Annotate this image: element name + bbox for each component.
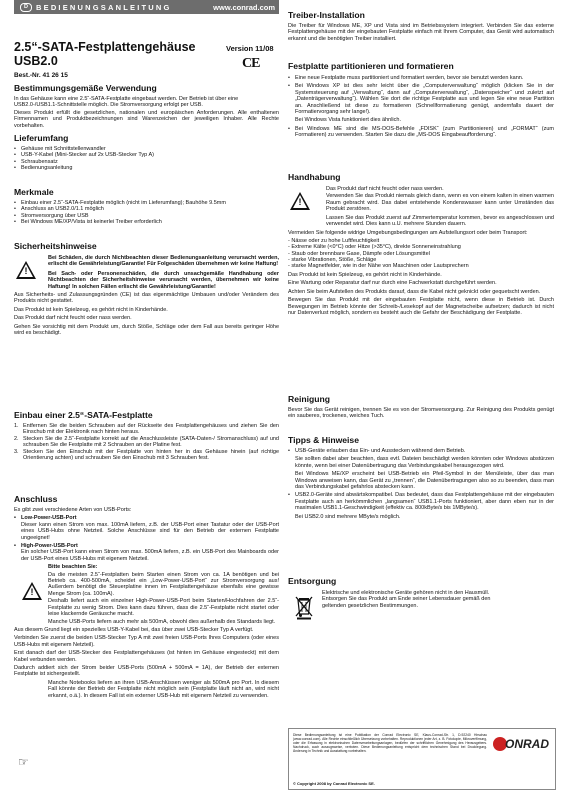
section-features: Merkmale • Einbau einer 2.5“-SATA-Festplatte möglich (nicht im Lieferumfang); Bauhöhe 9.5mm • Anschluss an USB2.0/1.1 möglich • Stromversorgung über USB • Bei Windows ME/XP/Vista ist keinerlei Treiber erforderlich bbox=[14, 187, 279, 226]
conrad-logo: ONRAD bbox=[493, 737, 551, 751]
footer-text: Diese Bedienungsanleitung ist eine Publikation der Conrad Electronic SE, Klaus-Conrad-Str. 1, D-92240 Hirschau (www.conrad.com). Alle Rechte einschließlich Übersetzung vorbehalten. Reproduktionen jeder Art, z. B. Fotokopie, Mikroverfilmung, oder die Erfassung in elektronischen Datenverarbeitungsanlagen, bedürfen der schriftlichen Genehmigung des Herausgebers. Nachdruck, auch auszugsweise, verboten. Diese Bedienungsanleitung entspricht dem technischen Stand bei Drucklegung. Änderung in Technik und Ausstattung vorbehalten. bbox=[293, 733, 487, 754]
section-cleaning: Reinigung Bevor Sie das Gerät reinigen, trennen Sie es von der Stromversorgung. Zur Reinigung des Produkts genügt ein sauberes, trockenes, weiches Tuch. bbox=[288, 394, 554, 420]
heading: Bestimmungsgemäße Verwendung bbox=[14, 83, 157, 93]
hand-pointer-icon: ☞ bbox=[18, 755, 29, 769]
features-list: • Einbau einer 2.5“-SATA-Festplatte möglich (nicht im Lieferumfang); Bauhöhe 9.5mm • Anschluss an USB2.0/1.1 möglich • Stromversorgung über USB • Bei Windows ME/XP/Vista ist keinerlei Treiber erforderlich bbox=[14, 200, 279, 226]
header-bar bbox=[14, 0, 279, 14]
section-connection: Anschluss Es gibt zwei verschiedene Arten von USB-Ports: • Low-Power-USB-Port Dieser kann einen Strom von max. 100mA liefern, z.B. der USB-Port einer Tastatur oder der USB-Port eines USB-Hubs ohne Netzteil. Solche Anschlüsse sind für den Betrieb der externen Festplatte ungeeignet! • High-Power-USB-Port Ein solcher USB-Port kann einen Strom von max. 500mA liefern, z.B. ein USB-Port des Mainboards oder der USB-Port eines USB-Hubs mit eigenem Netzteil. ! Bitte beachten Sie: Da die meisten 2.5“-Festplatten beim Starten einen Strom von ca. 1A benötigen und bei Betrieb ca. 400-500mA, scheidet ein „Low-Power-USB-Port“ zur Stromversorgung aus! Außerdem benötigt die Steuerplatine innen im Festplattengehäuse ebenfalls eine gewisse Menge Strom (ca. 100mA). Deshalb liefert auch ein einzelner High-Power-USB-Port beim Starten/Hochfahren der 2.5“-Festplatte zu wenig Strom. Dies kann dazu führen, dass die 2.5“-Festplatte nicht startet oder leise klackernde Geräusche macht. Manche USB-Ports liefern auch mehr als 500mA, obwohl dies außerhalb des Standards liegt. Aus diesem Grund liegt ein spezielles USB-Y-Kabel bei, das über zwei USB-Stecker Typ A verfügt. Verbinden Sie zuerst die beiden USB-Stecker Typ A mit zwei freien USB-Ports Ihres Computers (oder eines USB-Hubs mit eigenem Netzteil). Erst danach darf der USB-Stecker des Festplattengehäuses (ist hinten im Gehäuse eingesteckt) mit dem Kabel verbunden werden. Dadurch addiert sich der Strom beider USB-Ports (500mA + 500mA = 1A), der Betrieb der externen Festplatte ist sichergestellt. ☞ Manche Notebooks liefern an ihren USB-Anschlüssen weniger als 500mA pro Port. In diesem Fall könnte der Betrieb der Festplatte nicht möglich sein (Festplatte läuft nicht an, wird nicht erkannt, o.ä.). In diesem Fall ist ein externer USB-Hub mit eigenem Netzteil zu verwenden. bbox=[14, 494, 279, 699]
section-delivery: Lieferumfang • Gehäuse mit Schnittstellenwandler • USB-Y-Kabel (Mini-Stecker auf 2x USB-Stecker Typ A) • Schraubensatz • Bedienungsanleitung bbox=[14, 133, 279, 172]
crossed-bin-icon bbox=[294, 594, 314, 620]
header-website: www.conrad.com bbox=[213, 3, 275, 12]
language-badge: D bbox=[20, 3, 32, 12]
ce-mark: CE bbox=[242, 56, 260, 71]
order-number: Best.-Nr. 41 26 15 bbox=[14, 72, 68, 79]
header-title: BEDIENUNGSANLEITUNG bbox=[36, 3, 172, 12]
warning-icon: ! bbox=[16, 261, 36, 279]
delivery-list: • Gehäuse mit Schnittstellenwandler • USB-Y-Kabel (Mini-Stecker auf 2x USB-Stecker Typ A) • Schraubensatz • Bedienungsanleitung bbox=[14, 146, 279, 172]
warning-icon: ! bbox=[22, 582, 42, 600]
section-install-disk: Einbau einer 2.5“-SATA-Festplatte 1. Entfernen Sie die beiden Schrauben auf der Rückseite des Festplattengehäuses und ziehen Sie den Einschub mit der Elektronik nach hinten heraus. 2. Stecken Sie die 2.5“-Festplatte korrekt auf die Anschlussleiste (SATA-Daten-/ Stromanschluss) auf und schrauben Sie die Festplatte mit 2 Schrauben an der Platine fest. 3. Stecken Sie den Einschub mit der Festplatte von hinten her in das Gehäuse hinein (auf richtige Orientierung achten) und schrauben Sie den Einschub mit 3 Schrauben fest. bbox=[14, 410, 279, 462]
footer-box bbox=[288, 728, 556, 790]
section-driver-install: Treiber-Installation Die Treiber für Windows ME, XP und Vista sind im Betriebssystem integriert. Verbinden Sie das externe Festplattengehäuse mit der eingebauten Festplatte einfach mit Ihrem Computer, das Gerät wird automatisch erkannt und die benötigten Treiber installiert. bbox=[288, 10, 554, 42]
section-disposal: Entsorgung Elektrische und elektronische Geräte gehören nicht in den Hausmüll. Entsorgen Sie das Produkt am Ende seiner Lebensdauer gemäß den geltenden gesetzlichen Bestimmungen. bbox=[288, 576, 554, 609]
install-steps: 1. Entfernen Sie die beiden Schrauben auf der Rückseite des Festplattengehäuses und ziehen Sie den Einschub mit der Elektronik nach hinten heraus. 2. Stecken Sie die 2.5“-Festplatte korrekt auf die Anschlussleiste (SATA-Daten-/ Stromanschluss) auf und schrauben Sie die Festplatte mit 2 Schrauben an der Platine fest. 3. Stecken Sie den Einschub mit der Festplatte von hinten her in das Gehäuse hinein (auf richtige Orientierung achten) und schrauben Sie den Einschub mit 3 Schrauben fest. bbox=[14, 423, 279, 462]
section-tips: Tipps & Hinweise • USB-Geräte erlauben das Ein- und Ausstecken während dem Betrieb. Sie sollten dabei aber beachten, dass evtl. Dateien beschädigt werden könnten oder Windows abstürzen könnte, wenn bei einer Datenübertragung das Verbindungskabel herausgezogen wird. Bei Windows ME/XP erscheint bei USB-Betrieb ein Pfeil-Symbol in der Menüleiste, über das man Windows anweisen kann, das Gerät zu „trennen“, die Datenübertragungen also so zu beenden, dass man das Verbindungskabel gefahrlos abstecken kann. • USB2.0-Geräte sind abwärtskompatibel. Das bedeutet, dass das Festplattengehäuse mit der eingebauten Festplatte auch an herkömmlichen „langsamen“ USB1.1-Ports funktioniert, aber dann eben nur in der maximalen USB1.1-Geschwindigkeit (effektiv ca. 800kByte/s bis 1MByte/s). Bei USB2.0 sind mehrere MByte/s möglich. bbox=[288, 435, 554, 520]
section-intended-use: Bestimmungsgemäße Verwendung In das Gehäuse kann eine 2.5“-SATA-Festplatte eingebaut werden. Der Betrieb ist über eine USB2.0-/USB1.1-Schnittstelle möglich. Die Stromversorgung erfolgt per USB. Dieses Produkt erfüllt die gesetzlichen, nationalen und europäischen Anforderungen. Alle enthaltenen Firmennamen und Produktbezeichnungen sind Warenzeichen der jeweiligen Inhaber. Alle Rechte vorbehalten. bbox=[14, 83, 279, 129]
section-handling: Handhabung ! Das Produkt darf nicht feucht oder nass werden. Verwenden Sie das Produkt niemals gleich dann, wenn es von einem kalten in einen warmen Raum gebracht wird. Das dabei entstehende Kondenswasser kann unter Umständen das Produkt zerstören. Lassen Sie das Produkt zuerst auf Zimmertemperatur kommen, bevor es angeschlossen und verwendet wird. Dies kann u.U. mehrere Stunden dauern. Vermeiden Sie folgende widrige Umgebungsbedingungen am Aufstellungsort oder beim Transport: - Nässe oder zu hohe Luftfeuchtigkeit - Extreme Kälte (<0°C) oder Hitze (>35°C), direkte Sonneneinstrahlung - Staub oder brennbare Gase, Dämpfe oder Lösungsmittel - starke Vibrationen, Stöße, Schläge - starke Magnetfelder, wie in der Nähe von Maschinen oder Lautsprechern Das Produkt ist kein Spielzeug, es gehört nicht in Kinderhände. Eine Wartung oder Reparatur darf nur durch eine Fachwerkstatt durchgeführt werden. Achten Sie beim Aufstellen des Produkts darauf, dass die Kabel nicht geknickt oder gequetscht werden. Bewegen Sie das Produkt mit der eingebauten Festplatte nicht, wenn diese in Betrieb ist. Durch Bewegungen im Betrieb könnte der Schreib-/Lesekopf auf der Magnetscheibe aufsetzen; dadurch ist nicht nur Datenverlust möglich, sondern es besteht auch die Gefahr der Beschädigung der Festplatte. bbox=[288, 172, 554, 316]
version-label: Version 11/08 bbox=[226, 44, 274, 53]
copyright: © Copyright 2008 by Conrad Electronic SE. bbox=[293, 781, 375, 786]
warning-icon: ! bbox=[290, 192, 310, 210]
section-partition: Festplatte partitionieren und formatieren • Eine neue Festplatte muss partitioniert und formatiert werden, bevor sie benutzt werden kann. • Bei Windows XP ist dies sehr leicht über die „Computerverwaltung“ möglich (klicken Sie in der Systemsteuerung auf „Verwaltung“, dann auf „Computerverwaltung“, „Datenspeicher“ und zuletzt auf „Datenträgerverwaltung“). Wählen Sie dort die richtige Festplatte aus und legen Sie eine neue Partition an. Anschließend ist diese zu formatieren (Schnellformatierung genügt, andernfalls dauert der Formatiervorgang sehr lange!). Bei Windows Vista funktioniert dies ähnlich. • Bei Windows ME sind die MS-DOS-Befehle „FDISK“ (zum Partitionieren) und „FORMAT“ (zum Formatieren) zu verwenden. Starten Sie dazu die „MS-DOS Eingabeaufforderung“. bbox=[288, 61, 554, 139]
section-safety: Sicherheitshinweise ! Bei Schäden, die durch Nichtbeachten dieser Bedienungsanleitung verursacht werden, erlischt die Gewährleistung/Garantie! Für Folgeschäden übernehmen wir keine Haftung! Bei Sach- oder Personenschäden, die durch unsachgemäße Handhabung oder Nichtbeachten der Sicherheitshinweise verursacht werden, übernehmen wir keine Haftung! In solchen Fällen erlischt die Gewährleistung/Garantie! Aus Sicherheits- und Zulassungsgründen (CE) ist das eigenmächtige Umbauen und/oder Verändern des Produkts nicht gestattet. Das Produkt ist kein Spielzeug, es gehört nicht in Kinderhände. Das Produkt darf nicht feucht oder nass werden. Gehen Sie vorsichtig mit dem Produkt um, durch Stöße, Schläge oder dem Fall aus bereits geringer Höhe wird es beschädigt. bbox=[14, 241, 279, 337]
product-title: 2.5“-SATA-Festplattengehäuse USB2.0 bbox=[14, 40, 196, 68]
